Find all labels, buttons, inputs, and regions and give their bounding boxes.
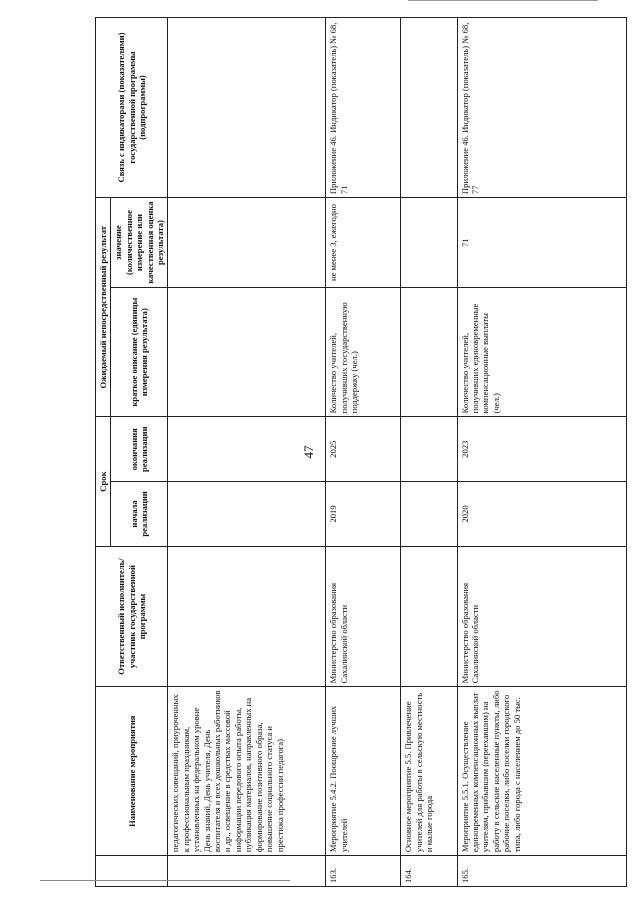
- top-rule: [408, 0, 598, 4]
- header-expected-desc: краткое описание (единицы измерения результата): [111, 288, 168, 417]
- header-expected-value: значение (количественное измерение или качественная оценка результата): [111, 198, 168, 288]
- header-name: Наименование мероприятия: [96, 687, 168, 856]
- bottom-rule: [40, 880, 290, 882]
- table-row: [168, 18, 326, 887]
- row-responsible: [401, 546, 457, 687]
- row-desc: [168, 288, 326, 417]
- row-end: 2023: [457, 417, 626, 482]
- header-responsible: Ответственный исполнитель/участник государственной программы: [96, 546, 168, 687]
- header-link: Связь с индикаторами (показателями) государственной программы (подпрограммы): [96, 18, 168, 198]
- page-number: 47: [301, 445, 316, 459]
- row-link: Приложение 46. Индикатор (показатель) № 68, 71: [326, 18, 401, 198]
- row-num: 164.: [401, 856, 457, 887]
- row-desc: Количество учителей, получивших единовременные компенсационные выплаты (чел.): [457, 288, 626, 417]
- row-end: 2025: [326, 417, 401, 482]
- row-start: 2020: [457, 482, 626, 547]
- table-row: [326, 18, 401, 887]
- row-name: педагогических совещаний, приуроченных к профессиональным праздникам, установленных на федеральном уровне День знаний, День учителя, День воспитателя и всех дошкольных работников и др., освещение в средствах массовой информации передового опыта работы, публикация материалов, направленных на формирование позитивного образа, повышение социального статуса и престижа профессии педагога): [168, 687, 326, 856]
- row-end: [168, 417, 326, 482]
- header-row-1: [96, 18, 111, 887]
- header-expected: Ожидаемый непосредственный результат: [96, 198, 111, 417]
- row-value: не менее 3, ежегодно: [326, 198, 401, 288]
- row-desc: [401, 288, 457, 417]
- row-value: [401, 198, 457, 288]
- row-responsible: Министерство образования Сахалинской области: [457, 546, 626, 687]
- row-link: [401, 18, 457, 198]
- table-row: [401, 18, 457, 887]
- row-responsible: [168, 546, 326, 687]
- row-link: Приложение 46. Индикатор (показатель) № 68, 77: [457, 18, 626, 198]
- row-start: [168, 482, 326, 547]
- row-end: [401, 417, 457, 482]
- row-value: 71: [457, 198, 626, 288]
- row-name: Основное мероприятие 5.5. Привлечение учителей для работы в сельскую местность и малые города: [401, 687, 457, 856]
- header-term-start: начала реализации: [111, 482, 168, 547]
- measures-table-container: [95, 17, 627, 887]
- row-link: [168, 18, 326, 198]
- row-desc: Количество учителей, получивших государственную поддержку (чел.): [326, 288, 401, 417]
- row-name: Мероприятие 5.5.1. Осуществление единовременных компенсационных выплат учителям, прибывшим (переехавшим) на работу в сельские населенные пункты, либо рабочие поселки, либо поселки городского типа, либо города с населением до 50 тыс.: [457, 687, 626, 856]
- measures-table: [95, 17, 627, 887]
- row-num: 163.: [326, 856, 401, 887]
- table-row: [457, 18, 626, 887]
- row-name: Мероприятие 5.4.2. Поощрение лучших учителей: [326, 687, 401, 856]
- row-start: 2019: [326, 482, 401, 547]
- row-responsible: Министерство образования Сахалинской области: [326, 546, 401, 687]
- row-num: 165.: [457, 856, 626, 887]
- header-term: Срок: [96, 417, 111, 546]
- header-term-end: окончания реализации: [111, 417, 168, 482]
- row-value: [168, 198, 326, 288]
- row-start: [401, 482, 457, 547]
